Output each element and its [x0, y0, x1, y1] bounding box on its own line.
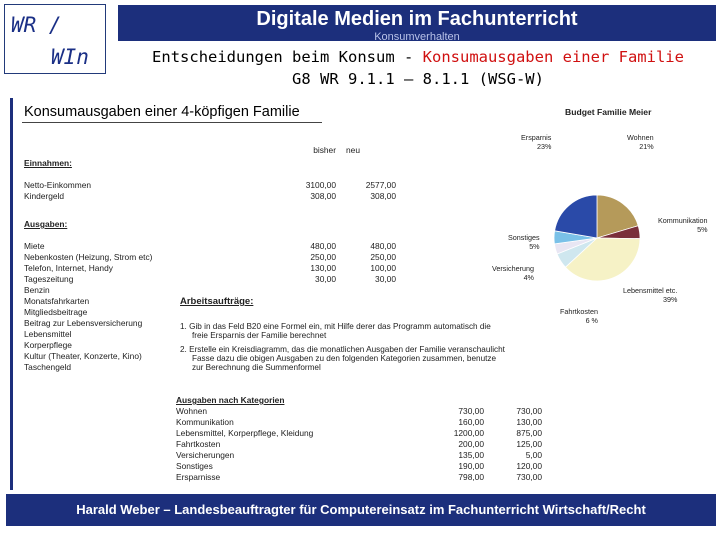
income-row-neu: 2577,00 [365, 180, 396, 190]
header-title: Digitale Medien im Fachunterricht [256, 8, 578, 30]
category-row: Kommunikation [176, 417, 234, 427]
category-row-bisher: 798,00 [458, 472, 484, 482]
income-row: Netto-Einkommen [24, 180, 92, 190]
pie-label [623, 286, 677, 304]
logo [4, 4, 106, 74]
category-row-bisher: 200,00 [458, 439, 484, 449]
category-row: Sonstiges [176, 461, 213, 471]
col-header-neu: neu [346, 145, 360, 155]
expense-row-neu: 480,00 [370, 241, 396, 251]
expense-row: Nebenkosten (Heizung, Strom etc) [24, 252, 153, 262]
work-assignments [174, 292, 558, 378]
pie-label-value: 39% [662, 295, 678, 304]
expense-row-bisher: 30,00 [315, 274, 336, 284]
expense-row-neu: 30,00 [375, 274, 396, 284]
slide-title-prefix: Entscheidungen beim Konsum - [152, 48, 423, 66]
expense-row-bisher: 130,00 [310, 263, 336, 273]
pie-label-name: Fahrtkosten [560, 307, 598, 316]
pie-slice [597, 226, 640, 239]
expense-row: Monatsfahrkarten [24, 296, 90, 306]
header-subtitle: Konsumverhalten [374, 31, 460, 43]
category-row-neu: 130,00 [516, 417, 542, 427]
income-row-neu: 308,00 [370, 191, 396, 201]
pie-label-value: 5% [529, 242, 540, 251]
expense-row: Tageszeitung [24, 274, 74, 284]
footer-text: Harald Weber – Landesbeauftragter für Computereinsatz im Fachunterricht Wirtschaft/Recht [76, 502, 646, 517]
slide-title [118, 46, 718, 90]
pie-label-value: 21% [639, 142, 654, 151]
category-row: Lebensmittel, Korperpflege, Kleidung [176, 428, 314, 438]
pie-label-value: 5% [697, 225, 708, 234]
expense-label: Ausgaben: [24, 219, 68, 229]
task-line: 2. Erstelle ein Kreisdiagramm, das die monatlichen Ausgaben der Familie veranschaulicht [180, 345, 505, 354]
task-line: freie Ersparnis der Familie berechnet [192, 331, 327, 340]
task-line: 1. Gib in das Feld B20 eine Formel ein, mit Hilfe derer das Programm automatisch die [180, 322, 491, 331]
expense-row: Benzin [24, 285, 50, 295]
pie-label-name: Ersparnis [521, 133, 552, 142]
category-row: Ersparnisse [176, 472, 221, 482]
category-row-neu: 730,00 [516, 472, 542, 482]
pie-slice [555, 195, 597, 238]
pie-label-value: 6 % [585, 316, 598, 325]
income-row-bisher: 3100,00 [305, 180, 336, 190]
category-row-bisher: 190,00 [458, 461, 484, 471]
logo-line-1: WR / [11, 13, 62, 37]
expense-row-neu: 250,00 [370, 252, 396, 262]
expense-row: Lebensmittel [24, 329, 72, 339]
expense-row: Beitrag zur Lebensversicherung [24, 318, 143, 328]
expense-row: Telefon, Internet, Handy [24, 263, 113, 273]
pie-label [560, 307, 598, 325]
pie-slice [557, 238, 597, 267]
pie-chart-title: Budget Familie Meier [565, 107, 652, 117]
expense-row: Kultur (Theater, Konzerte, Kino) [24, 351, 142, 361]
expense-row: Mitgliedsbeitrage [24, 307, 88, 317]
category-row: Wohnen [176, 406, 208, 416]
pie-label-name: Sonstiges [508, 233, 540, 242]
sheet-heading-underline [22, 122, 322, 123]
logo-line-2: WIn [51, 45, 89, 69]
category-row-neu: 125,00 [516, 439, 542, 449]
income-row-bisher: 308,00 [310, 191, 336, 201]
slide-title-line-2: G8 WR 9.1.1 – 8.1.1 (WSG-W) [292, 70, 544, 88]
pie-slice [597, 195, 638, 238]
sheet-heading: Konsumausgaben einer 4-köpfigen Familie [24, 104, 300, 120]
category-row-bisher: 160,00 [458, 417, 484, 427]
tasks-heading: Arbeitsaufträge: [180, 296, 254, 307]
pie-slice [554, 231, 597, 244]
pie-label [508, 233, 540, 251]
pie-label-value: 23% [536, 142, 552, 151]
pie-label-name: Wohnen [627, 133, 654, 142]
category-row: Versicherungen [176, 450, 235, 460]
expense-row: Taschengeld [24, 362, 72, 372]
footer-bar [6, 494, 716, 526]
expense-row: Miete [24, 241, 45, 251]
pie-label [521, 133, 551, 151]
income-label: Einnahmen: [24, 158, 72, 168]
expense-row-bisher: 480,00 [310, 241, 336, 251]
task-line: zur Berechnung die Summenformel [192, 363, 321, 372]
category-row-neu: 875,00 [516, 428, 542, 438]
slide-title-highlight: Konsumausgaben einer Familie [422, 48, 684, 66]
expense-row-bisher: 250,00 [310, 252, 336, 262]
pie-label-value: 4% [523, 273, 534, 282]
category-row-bisher: 1200,00 [453, 428, 484, 438]
category-row: Fahrtkosten [176, 439, 221, 449]
col-header-bisher: bisher [313, 145, 336, 155]
expense-row-neu: 100,00 [370, 263, 396, 273]
category-row-bisher: 730,00 [458, 406, 484, 416]
category-row-neu: 5,00 [525, 450, 542, 460]
pie-slice [554, 238, 597, 254]
left-accent-line [10, 98, 13, 490]
pie-label-name: Versicherung [492, 264, 534, 273]
header-bar [118, 5, 716, 41]
pie-label [658, 216, 708, 234]
pie-slice [565, 238, 640, 281]
category-row-neu: 120,00 [516, 461, 542, 471]
income-row: Kindergeld [24, 191, 65, 201]
pie-label [492, 264, 534, 282]
pie-label-name: Lebensmittel etc. [623, 286, 678, 295]
expense-row: Korperpflege [24, 340, 72, 350]
category-row-neu: 730,00 [516, 406, 542, 416]
pie-label-name: Kommunikation [658, 216, 708, 225]
spreadsheet-screenshot [18, 102, 558, 490]
pie-label [627, 133, 654, 151]
category-row-bisher: 135,00 [458, 450, 484, 460]
task-line: Fasse dazu die obigen Ausgaben zu den folgenden Kategorien zusammen, benutze [192, 354, 497, 363]
category-heading: Ausgaben nach Kategorien [176, 395, 285, 405]
